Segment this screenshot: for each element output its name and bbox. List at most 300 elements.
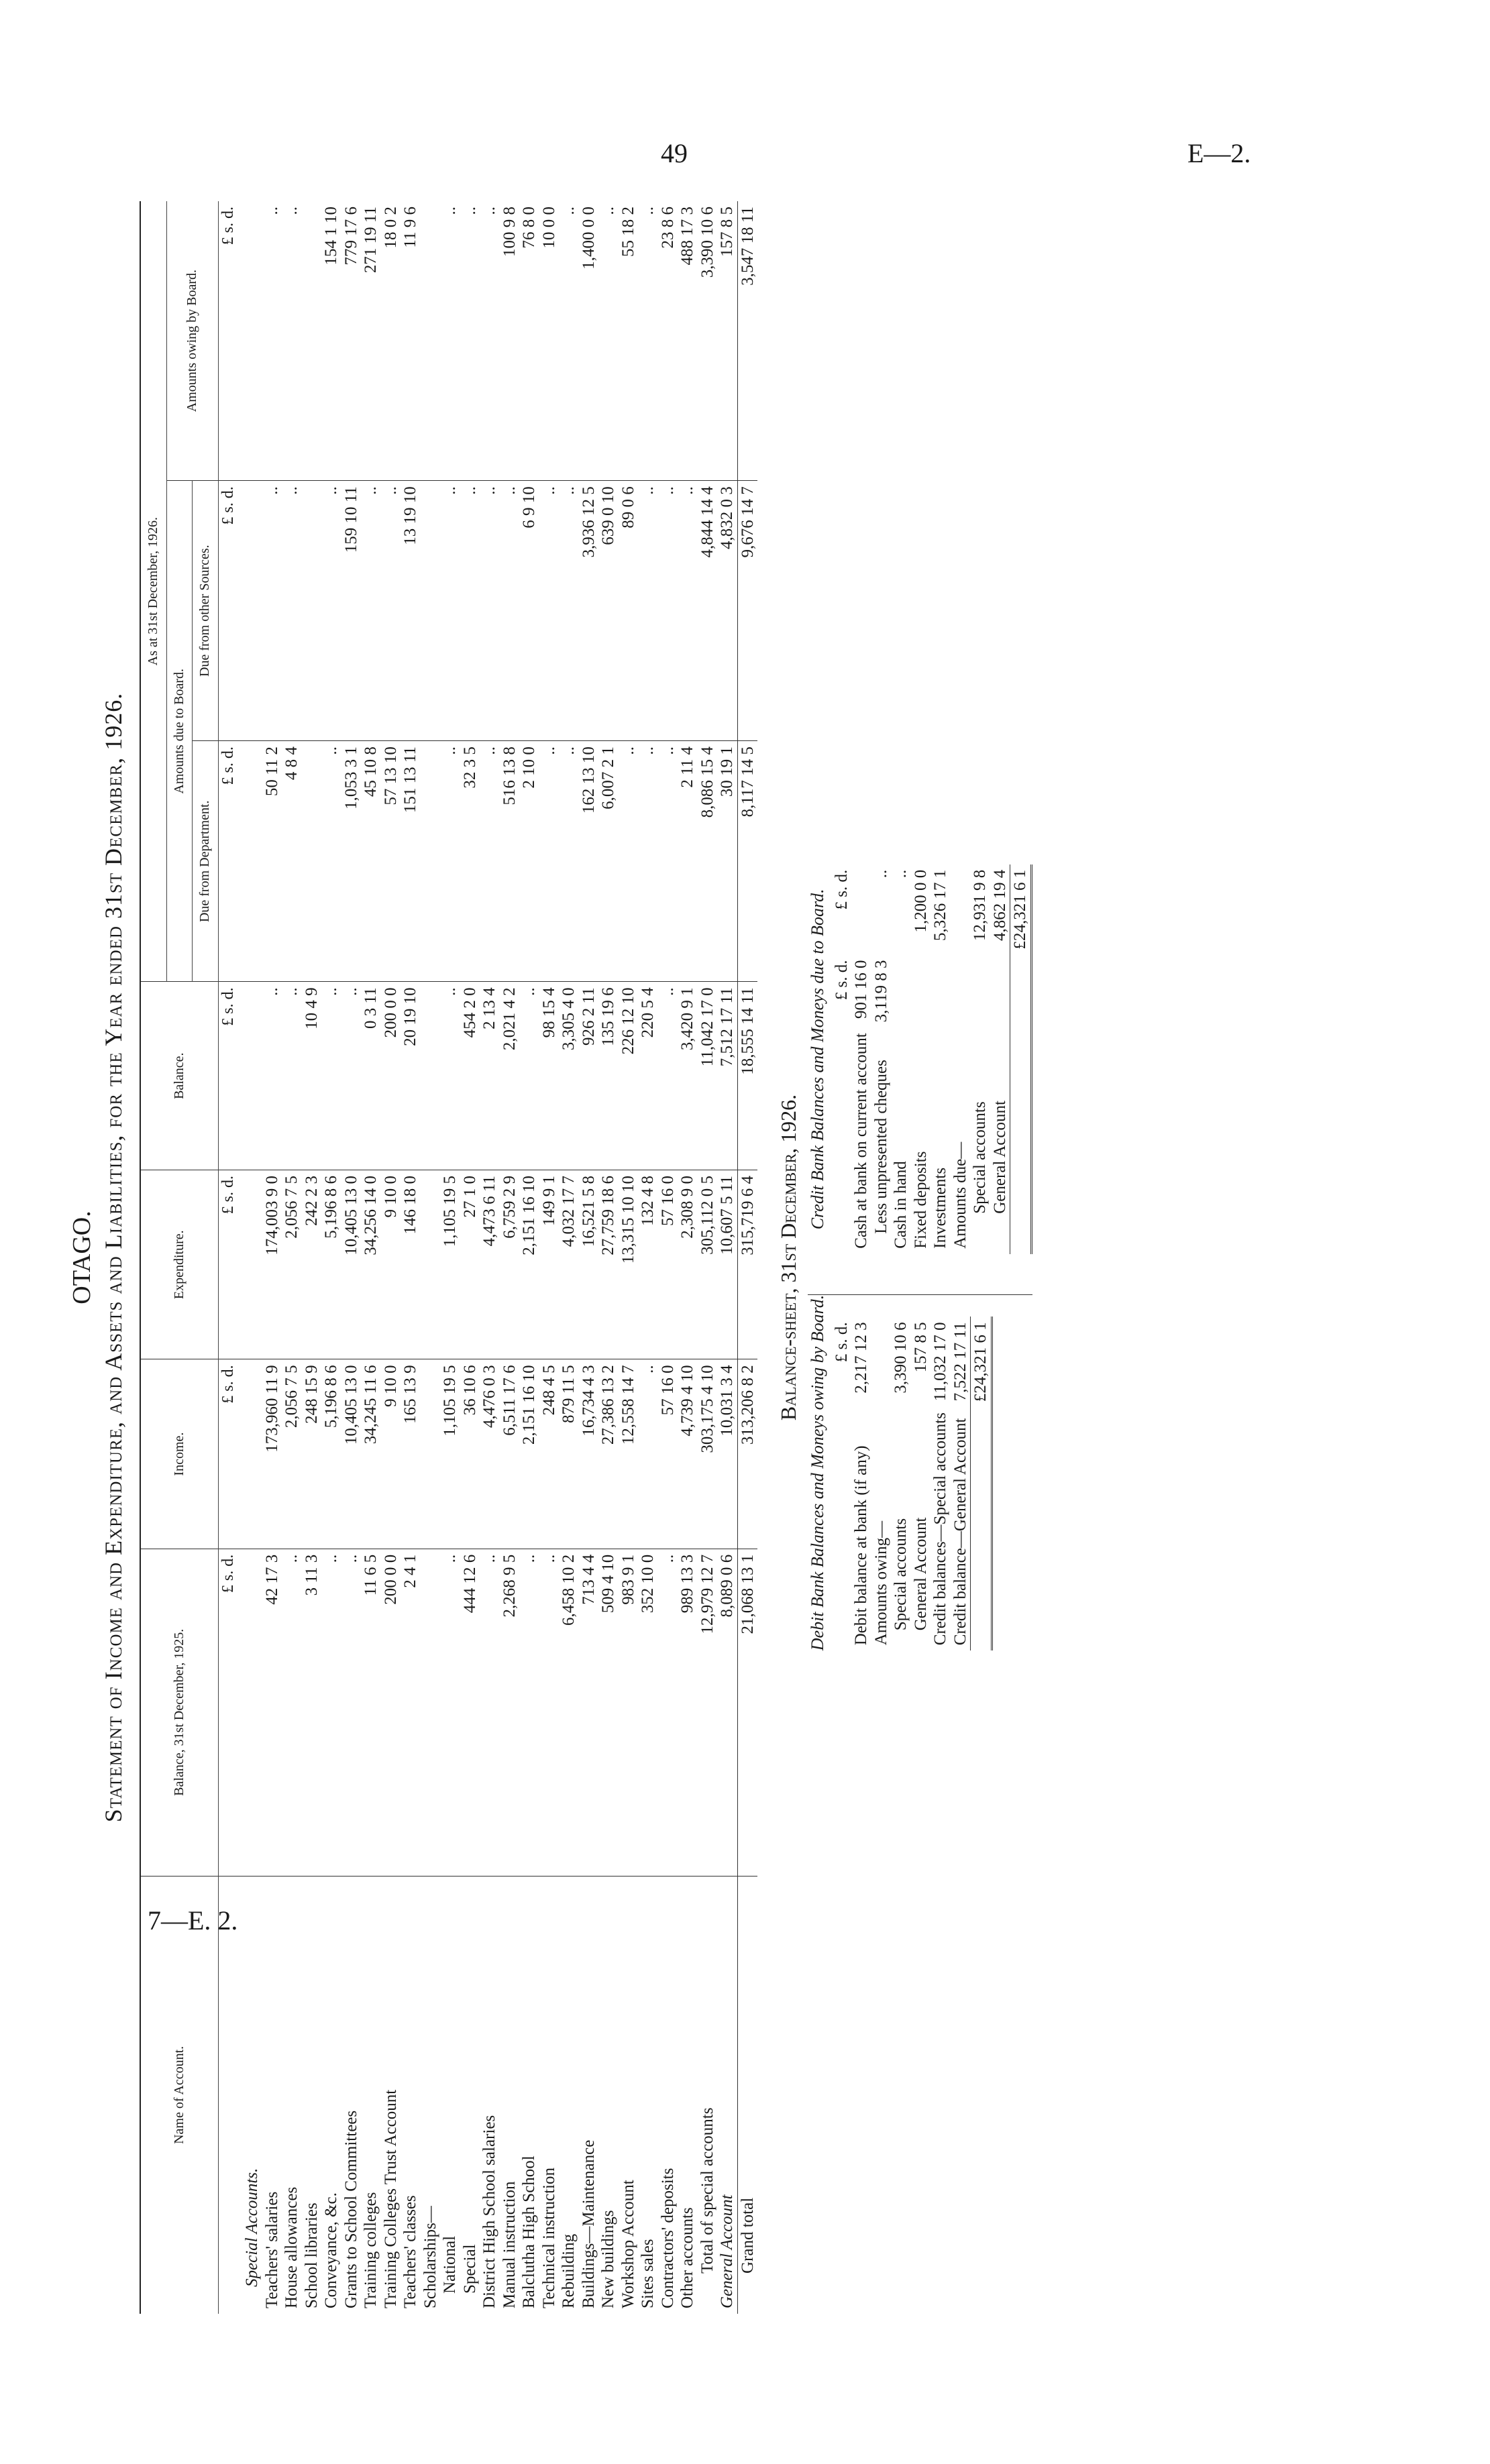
amount-cell: 13 19 10 [401,481,421,741]
amount-cell: 242 2 3 [302,1170,322,1359]
credit-line-amount-1 [891,955,911,1028]
table-row [361,201,381,2314]
debit-line-amount: 3,390 10 6 [892,1322,910,1394]
credit-line-amount-2: .. [892,869,910,879]
amount-cell: 5,196 8 6 [321,1170,341,1359]
amount-cell: 248 4 5 [539,1359,560,1549]
amount-cell [421,1359,441,1549]
amount-cell: 50 11 2 [262,741,282,982]
amount-cell: 18,555 14 11 [737,982,757,1170]
amount-cell: 10,607 5 11 [717,1170,737,1359]
debit-line-label: Credit balances—Special accounts [931,1412,949,1646]
amount-cell: 226 12 10 [619,982,639,1170]
amount-cell: 6,759 2 9 [500,1170,520,1359]
units-cell: £ s. d. [218,1359,238,1549]
credit-line-amount-2: .. [871,869,890,879]
table-row [381,201,401,2314]
amount-cell: 4,473 6 11 [480,1170,500,1359]
amount-cell: 2 4 1 [401,1549,421,1876]
table-row [282,201,302,2314]
credit-line-label: Less unpresented cheques [871,1060,890,1234]
balance-sheet [808,201,1032,2314]
section-title: Special Accounts. [243,2168,261,2287]
table-row [658,201,678,2314]
balance-sheet-title: Balance-sheet, 31st December, 1926. [776,1094,800,1421]
amount-cell: .. [321,982,341,1170]
amount-cell: 3,390 10 6 [698,201,718,481]
amount-cell: 98 15 4 [539,982,560,1170]
amount-cell: 3,420 9 1 [678,982,698,1170]
debit-title: Debit Bank Balances and Moneys owing by Board. [808,1294,827,1651]
amount-cell: 313,206 8 2 [737,1359,757,1549]
amount-cell: 4,739 4 10 [678,1359,698,1549]
account-name: Technical instruction [539,2168,558,2308]
amount-cell: 3 11 3 [302,1549,322,1876]
amount-cell: 4 8 4 [282,741,302,982]
debit-line-amount: 7,522 17 11 [951,1322,969,1402]
amount-cell: 30 19 1 [717,741,737,982]
debit-line [891,1317,911,1650]
amount-cell [302,201,322,481]
amount-cell: 154 1 10 [321,201,341,481]
amount-cell: 305,112 0 5 [698,1170,718,1359]
amount-cell: 639 0 10 [598,481,619,741]
amount-cell: .. [262,201,282,481]
col-due-dept-header: Due from Department. [193,741,219,982]
amount-cell: 0 3 11 [361,982,381,1170]
amount-cell: 157 8 5 [717,201,737,481]
credit-line-amount-2 [851,864,871,955]
amount-cell: 352 10 0 [638,1549,658,1876]
amount-cell [421,481,441,741]
col-income-header: Income. [140,1359,218,1549]
amount-cell: 135 19 6 [598,982,619,1170]
table-row [460,201,480,2314]
account-name: Balclutha High School [520,2155,538,2308]
amount-cell: 488 17 3 [678,201,698,481]
spacer [1010,1027,1032,1253]
credit-line [851,864,871,1254]
credit-line-amount-2: 12,931 9 8 [971,869,989,941]
amount-cell: 57 16 0 [658,1170,678,1359]
debit-line [951,1317,971,1650]
amount-cell: .. [559,481,579,741]
amount-cell: 983 9 1 [619,1549,639,1876]
credit-units-2: £ s. d. [832,869,851,910]
amount-cell: 162 13 10 [579,741,599,982]
debit-line-amount: 157 8 5 [911,1322,930,1373]
amount-cell: .. [638,481,658,741]
credit-line [911,864,931,1254]
table-row [539,201,560,2314]
credit-line [970,864,990,1254]
debit-line [871,1317,892,1650]
amount-cell: .. [638,741,658,982]
table-row [559,201,579,2314]
account-name: Training Colleges Trust Account [381,2089,400,2308]
amount-cell: 5,196 8 6 [321,1359,341,1549]
amount-cell: .. [440,481,460,741]
amount-cell: 149 9 1 [539,1170,560,1359]
amount-cell: .. [262,982,282,1170]
table-row [500,201,520,2314]
amount-cell: 34,256 14 0 [361,1170,381,1359]
amount-cell: 8,089 0 6 [717,1549,737,1876]
amount-cell: .. [678,481,698,741]
amount-cell: 159 10 11 [341,481,362,741]
credit-line-amount-1 [930,955,951,1028]
amount-cell: 1,400 0 0 [579,201,599,481]
amount-cell [302,741,322,982]
debit-line-label: Special accounts [892,1518,910,1631]
amount-cell: 173,960 11 9 [262,1359,282,1549]
col-name-header: Name of Account. [140,1876,218,2314]
amount-cell: 23 8 6 [658,201,678,481]
amount-cell: 16,521 5 8 [579,1170,599,1359]
account-name: Teachers' classes [401,2195,419,2308]
debit-total-row [971,1317,992,1650]
amount-cell: 21,068 13 1 [737,1549,757,1876]
amount-cell: 2,151 16 10 [519,1359,539,1549]
amount-cell: 2,308 9 0 [678,1170,698,1359]
amount-cell: .. [361,481,381,741]
amount-cell: 2,056 7 5 [282,1359,302,1549]
amount-cell: 57 13 10 [381,741,401,982]
account-name: Special [460,2244,479,2294]
amount-cell: 3,305 4 0 [559,982,579,1170]
account-name: House allowances [282,2186,301,2308]
credit-line-amount-2 [951,864,971,955]
amount-cell: .. [658,741,678,982]
amount-cell: 315,719 6 4 [737,1170,757,1359]
credit-line [891,864,911,1254]
amount-cell: 10,405 13 0 [341,1359,362,1549]
rotated-stage [67,201,1342,2314]
amount-cell: .. [321,481,341,741]
col-owing-header: Amounts owing by Board. [166,201,218,481]
amount-cell: 10,405 13 0 [341,1170,362,1359]
credit-table [832,864,1032,1254]
amount-cell: 11,042 17 0 [698,982,718,1170]
district-title: OTAGO. [68,1211,96,1304]
amount-cell: .. [282,1549,302,1876]
credit-side [808,864,1032,1254]
account-name: Other accounts [678,2207,696,2308]
amount-cell: 6,511 17 6 [500,1359,520,1549]
amount-cell: 1,105 19 5 [440,1359,460,1549]
amount-cell: 2,268 9 5 [500,1549,520,1876]
amount-cell: 989 13 3 [678,1549,698,1876]
account-name: Grants to School Committees [341,2110,360,2308]
amount-cell: 34,245 11 6 [361,1359,381,1549]
table-row [519,201,539,2314]
units-cell: £ s. d. [218,1170,238,1359]
debit-line-amount [871,1317,892,1407]
credit-line-label: Cash at bank on current account [852,1033,870,1249]
credit-total-row [1010,864,1032,1254]
credit-line-label: General Account [990,1101,1009,1214]
amount-cell: 879 11 5 [559,1359,579,1549]
amount-cell: 16,734 4 3 [579,1359,599,1549]
account-name: National [441,2235,459,2294]
amount-cell: .. [321,741,341,982]
amount-cell: .. [440,201,460,481]
amount-cell: 4,844 14 4 [698,481,718,741]
amount-cell [302,481,322,741]
amount-cell [421,741,441,982]
amount-cell: .. [282,201,302,481]
table-row [678,201,698,2314]
credit-line-amount-2: 4,862 19 4 [990,869,1009,941]
amount-cell: 42 17 3 [262,1549,282,1876]
amount-cell: .. [500,481,520,741]
debit-line-label: Amounts owing— [871,1520,890,1646]
amount-cell: 8,117 14 5 [737,741,757,982]
credit-line-amount-2: 1,200 0 0 [911,869,930,933]
total-row [717,201,737,2314]
amount-cell: .. [341,982,362,1170]
amount-cell: 13,315 10 10 [619,1170,639,1359]
amount-cell: 100 9 8 [500,201,520,481]
table-row [302,201,322,2314]
credit-title: Credit Bank Balances and Moneys due to Board. [808,889,827,1230]
account-name: New buildings [599,2210,617,2308]
amount-cell: .. [440,741,460,982]
amount-cell: 3,547 18 11 [737,201,757,481]
table-row [619,201,639,2314]
amount-cell: .. [282,982,302,1170]
account-name: Contractors' deposits [658,2168,677,2308]
amount-cell: .. [638,1359,658,1549]
credit-line [871,864,892,1254]
table-row [440,201,460,2314]
statement-title: Statement of Income and Expenditure, and Assets and Liabilities, for the Year ended 31st December, 1926. [100,692,127,1823]
amount-cell: 10 4 9 [302,982,322,1170]
account-name: General Account [718,2194,736,2308]
amount-cell: 1,105 19 5 [440,1170,460,1359]
debit-line [851,1317,871,1650]
amount-cell: 2 11 4 [678,741,698,982]
debit-total: £24,321 6 1 [971,1317,992,1407]
amount-cell: .. [440,982,460,1170]
account-name: Teachers' salaries [262,2191,281,2308]
credit-line-amount-1: 3,119 8 3 [871,960,890,1023]
amount-cell: .. [480,201,500,481]
amount-cell: .. [480,741,500,982]
amount-cell: 174,003 9 0 [262,1170,282,1359]
units-row [218,201,238,2314]
credit-line-amount-1 [951,955,971,1028]
amount-cell: 12,979 12 7 [698,1549,718,1876]
amount-cell: 7,512 17 11 [717,982,737,1170]
amount-cell: 3,936 12 5 [579,481,599,741]
amount-cell: .. [559,741,579,982]
table-row [262,201,282,2314]
account-name: Sites sales [639,2239,657,2308]
account-name: Manual instruction [500,2181,519,2308]
amount-cell: 4,032 17 7 [559,1170,579,1359]
amount-cell: 57 16 0 [658,1359,678,1549]
amount-cell: .. [539,741,560,982]
amount-cell: 713 4 4 [579,1549,599,1876]
account-name: Grand total [737,1876,757,2314]
amount-cell: 45 10 8 [361,741,381,982]
amount-cell: .. [658,481,678,741]
amount-cell: .. [282,481,302,741]
amount-cell: 303,175 4 10 [698,1359,718,1549]
account-name: Workshop Account [619,2180,637,2308]
amount-cell: 9 10 0 [381,1170,401,1359]
debit-line [911,1317,931,1650]
amount-cell: 271 19 11 [361,201,381,481]
statement-table [140,201,757,2314]
credit-line-amount-1 [970,955,990,1028]
amount-cell: .. [480,1549,500,1876]
amount-cell: 2 13 4 [480,982,500,1170]
credit-line-label: Fixed deposits [911,1151,930,1249]
amount-cell: .. [460,481,480,741]
amount-cell: 9,676 14 7 [737,481,757,741]
amount-cell: 2,151 16 10 [519,1170,539,1359]
amount-cell: 2,021 4 2 [500,982,520,1170]
table-row [321,201,341,2314]
amount-cell: .. [341,1549,362,1876]
credit-line-amount-1 [911,955,931,1028]
table-row [341,201,362,2314]
units-cell: £ s. d. [218,1549,238,1876]
amount-cell: .. [262,481,282,741]
credit-units-1: £ s. d. [832,960,851,1001]
amount-cell: 27,759 18 6 [598,1170,619,1359]
units-cell: £ s. d. [218,201,238,481]
amount-cell: .. [658,1549,678,1876]
amount-cell: .. [519,1549,539,1876]
amount-cell: 76 8 0 [519,201,539,481]
amount-cell: .. [460,201,480,481]
account-name: Scholarships— [421,2206,439,2308]
col-as-at-header: As at 31st December, 1926. [140,201,166,982]
credit-total: £24,321 6 1 [1010,864,1032,955]
amount-cell: .. [539,481,560,741]
table-row [401,201,421,2314]
account-name: Buildings—Maintenance [579,2139,598,2308]
credit-line [930,864,951,1254]
amount-cell: 11 6 5 [361,1549,381,1876]
amount-cell: 32 3 5 [460,741,480,982]
amount-cell: 454 2 0 [460,982,480,1170]
table-row [598,201,619,2314]
credit-line-label: Special accounts [971,1101,989,1214]
amount-cell: 200 0 0 [381,1549,401,1876]
amount-cell [421,1549,441,1876]
debit-line-label: Debit balance at bank (if any) [852,1445,870,1646]
amount-cell: 2 10 0 [519,741,539,982]
amount-cell: 6,007 2 1 [598,741,619,982]
amount-cell: .. [321,1549,341,1876]
grand-total-row [737,201,757,2314]
amount-cell: 151 13 11 [401,741,421,982]
debit-line [930,1317,951,1650]
section-title-row [238,201,262,2314]
debit-side [808,1294,1032,1651]
debit-line-label: General Account [911,1517,930,1631]
credit-line-amount-1: 901 16 0 [852,960,870,1019]
col-due-other-header: Due from other Sources. [193,481,219,741]
debit-line-label: Credit balance—General Account [951,1418,969,1646]
amount-cell: 4,832 0 3 [717,481,737,741]
credit-line [990,864,1010,1254]
amount-cell: .. [598,201,619,481]
total-row [698,201,718,2314]
account-name: District High School salaries [480,2115,498,2308]
spacer [1010,955,1032,1028]
debit-table [832,1317,993,1650]
amount-cell: .. [440,1549,460,1876]
amount-cell: 6,458 10 2 [559,1549,579,1876]
amount-cell: 18 0 2 [381,201,401,481]
amount-cell: 27,386 13 2 [598,1359,619,1549]
amount-cell: 10,031 3 4 [717,1359,737,1549]
credit-line-amount-2: 5,326 17 1 [931,869,949,941]
account-name: School libraries [302,2202,321,2308]
amount-cell: 89 0 6 [619,481,639,741]
amount-cell: 200 0 0 [381,982,401,1170]
amount-cell: 516 13 8 [500,741,520,982]
table-row [480,201,500,2314]
amount-cell: 10 0 0 [539,201,560,481]
amount-cell: .. [519,982,539,1170]
col-balance-prev-header: Balance, 31st December, 1925. [140,1549,218,1876]
amount-cell: 36 10 6 [460,1359,480,1549]
amount-cell: .. [638,201,658,481]
amount-cell: 248 15 9 [302,1359,322,1549]
amount-cell: 146 18 0 [401,1170,421,1359]
amount-cell: 9 10 0 [381,1359,401,1549]
col-amounts-due-header: Amounts due to Board. [166,481,193,982]
signature-mark: 7—E. 2. [148,1905,238,1936]
amount-cell: 4,476 0 3 [480,1359,500,1549]
amount-cell [421,982,441,1170]
units-cell: £ s. d. [218,741,238,982]
table-row [638,201,658,2314]
account-name: Total of special accounts [698,2107,716,2274]
amount-cell: .. [559,201,579,481]
spacer [971,1407,992,1650]
debit-line-amount: 2,217 12 3 [852,1322,870,1394]
amount-cell: 165 13 9 [401,1359,421,1549]
col-balance-header: Balance. [140,982,218,1170]
amount-cell: .. [658,982,678,1170]
credit-line-amount-1 [990,955,1010,1028]
amount-cell: 2,056 7 5 [282,1170,302,1359]
amount-cell: 20 19 10 [401,982,421,1170]
amount-cell: 220 5 4 [638,982,658,1170]
table-row [421,201,441,2314]
credit-line-label: Investments [931,1167,949,1249]
amount-cell: .. [619,741,639,982]
debit-units: £ s. d. [832,1322,851,1363]
amount-cell: 779 17 6 [341,201,362,481]
amount-cell: 6 9 10 [519,481,539,741]
account-name: Rebuilding [560,2233,578,2308]
amount-cell: 1,053 3 1 [341,741,362,982]
page-number: 49 [661,138,688,168]
page-code: E—2. [1187,138,1251,168]
units-cell: £ s. d. [218,481,238,741]
amount-cell: .. [539,1549,560,1876]
amount-cell [421,1170,441,1359]
account-name: Training colleges [362,2192,380,2308]
